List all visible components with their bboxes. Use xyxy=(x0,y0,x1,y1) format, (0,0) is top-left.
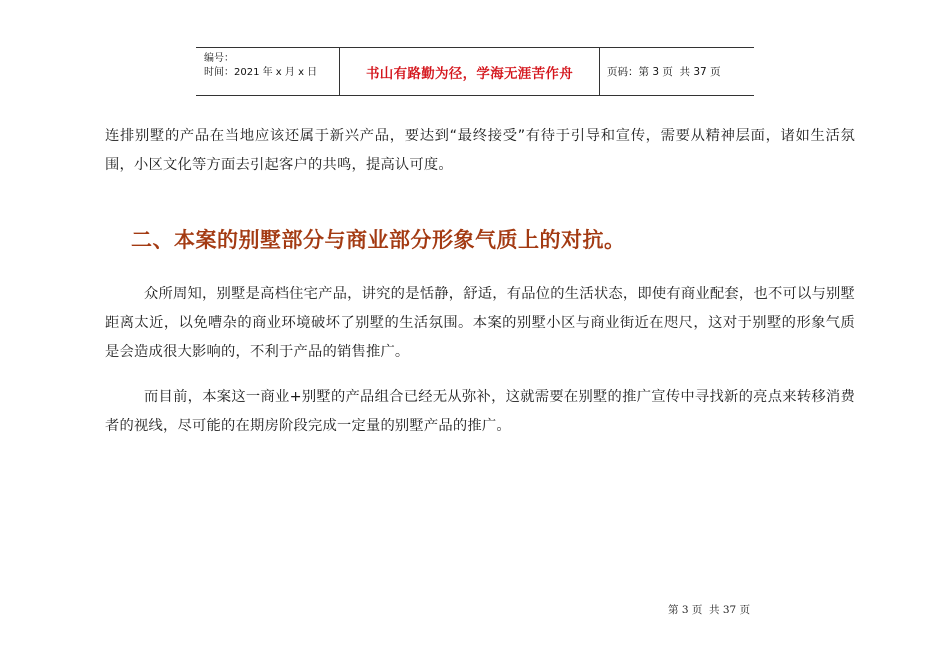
document-header xyxy=(196,47,754,96)
paragraph-3: 而目前，本案这一商业+别墅的产品组合已经无从弥补，这就需要在别墅的推广宣传中寻找新的亮点来转移消费者的视线，尽可能的在期房阶段完成一定量的别墅产品的推广。 xyxy=(105,389,855,434)
page-footer: 第 3 页 共 37 页 xyxy=(668,604,751,616)
paragraph-2: 众所周知，别墅是高档住宅产品，讲究的是恬静，舒适，有品位的生活状态，即使有商业配套，也不可以与别墅距离太近，以免嘈杂的商业环境破坏了别墅的生活氛围。本案的别墅小区与商业街近在咫尺，这对于别墅的形象气质是会造成很大影响的，不利于产品的销售推广。 xyxy=(105,286,855,360)
serial-number-label: 编号： xyxy=(204,53,234,64)
section-heading: 二、本案的别墅部分与商业部分形象气质上的对抗。 xyxy=(131,228,626,252)
header-page-info-text: 页码：第 3 页 共 37 页 xyxy=(607,66,721,78)
paragraph-1: 连排别墅的产品在当地应该还属于新兴产品，要达到“最终接受”有待于引导和宣传，需要从精神层面，诸如生活氛围，小区文化等方面去引起客户的共鸣，提高认可度。 xyxy=(105,128,855,173)
header-motto: 书山有路勤为径，学海无涯苦作舟 xyxy=(339,48,600,95)
header-meta xyxy=(196,48,339,95)
header-page-info xyxy=(600,48,754,95)
date-line: 时间：2021 年 x 月 x 日 xyxy=(204,67,318,78)
